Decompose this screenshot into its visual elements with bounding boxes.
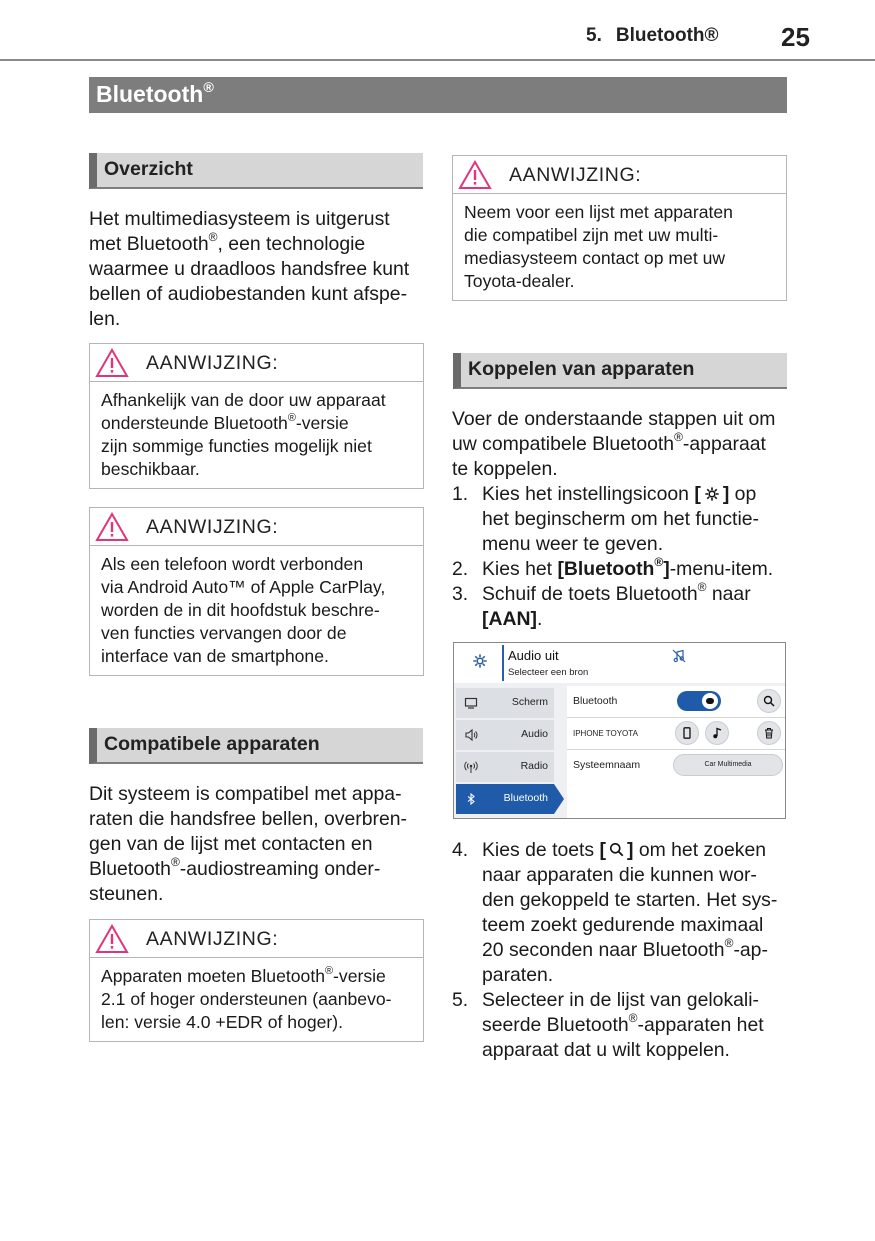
warning-icon bbox=[95, 348, 129, 378]
note-box-4 bbox=[452, 155, 787, 301]
note-label: AANWIJZING: bbox=[509, 164, 642, 186]
system-name-label: Systeemnaam bbox=[573, 759, 641, 771]
bluetooth-toggle[interactable] bbox=[677, 691, 721, 711]
note-box-3 bbox=[89, 919, 424, 1042]
note-label: AANWIJZING: bbox=[146, 352, 279, 374]
step-2: 2. Kies het [Bluetooth®]-menu-item. bbox=[452, 555, 774, 580]
sidebar-item-radio[interactable] bbox=[456, 752, 554, 782]
note-label: AANWIJZING: bbox=[146, 516, 279, 538]
search-icon bbox=[609, 842, 624, 857]
note-text: Neem voor een lijst met apparaten die compatibel zijn met uw multi- mediasysteem contact op met uw Toyota-dealer. bbox=[464, 202, 733, 291]
paired-device-row[interactable] bbox=[567, 718, 785, 748]
step-3: 3. Schuif de toets Bluetooth® naar [AAN]. bbox=[452, 580, 751, 630]
music-note-icon bbox=[711, 727, 723, 739]
section-heading-koppelen: Koppelen van apparaten bbox=[453, 353, 787, 389]
note-box-2 bbox=[89, 507, 424, 676]
settings-sidebar bbox=[456, 688, 554, 816]
bluetooth-toggle-row bbox=[567, 686, 785, 716]
audio-status-subtitle: Selecteer een bron bbox=[508, 667, 589, 678]
settings-gear-icon bbox=[703, 486, 721, 502]
page-number: 25 bbox=[781, 22, 810, 52]
search-icon bbox=[763, 695, 775, 707]
device-name: IPHONE TOYOTA bbox=[573, 729, 638, 738]
note-text: Als een telefoon wordt verbonden via Android Auto™ of Apple CarPlay, worden de in dit hoofdstuk beschre- ven functies vervangen door de interface van de smartphone. bbox=[101, 554, 386, 666]
page-title: Bluetooth® bbox=[89, 77, 787, 113]
note-header bbox=[90, 920, 423, 958]
note-header bbox=[90, 508, 423, 546]
audio-status-title: Audio uit bbox=[508, 648, 559, 663]
phone-profile-button[interactable] bbox=[675, 721, 699, 745]
warning-icon bbox=[95, 512, 129, 542]
warning-icon bbox=[95, 924, 129, 954]
note-box-1 bbox=[89, 343, 424, 489]
section-heading-overzicht: Overzicht bbox=[89, 153, 423, 189]
toggle-knob bbox=[702, 693, 718, 709]
delete-device-button[interactable] bbox=[757, 721, 781, 745]
bluetooth-settings-screenshot bbox=[453, 642, 786, 819]
step-1: 1. Kies het instellingsicoon [ ] op het beginscherm om het functie- menu weer te geven. bbox=[452, 483, 759, 555]
overzicht-paragraph: Het multimediasysteem is uitgerust met Bluetooth®, een technologie waarmee u draadloos handsfree kunt bellen of audiobestanden kunt afspe- len. bbox=[89, 208, 410, 330]
header-divider bbox=[0, 59, 875, 61]
display-icon bbox=[464, 696, 478, 710]
compatibele-paragraph: Dit systeem is compatibel met appa- raten die handsfree bellen, overbren- gen van de lijst met contacten en Bluetooth®-audiostreaming onder- steunen. bbox=[89, 783, 407, 905]
search-button[interactable] bbox=[757, 689, 781, 713]
note-label: AANWIJZING: bbox=[146, 928, 279, 950]
running-header bbox=[586, 25, 719, 47]
radio-antenna-icon bbox=[464, 760, 478, 774]
sidebar-item-audio[interactable] bbox=[456, 720, 554, 750]
note-header bbox=[453, 156, 786, 194]
sidebar-item-label: Radio bbox=[520, 760, 548, 772]
step-5: 5. Selecteer in de lijst van gelokali- seerde Bluetooth®-apparaten het apparaat dat u wilt koppelen. bbox=[452, 989, 764, 1061]
sidebar-item-label: Audio bbox=[521, 728, 548, 740]
music-profile-button[interactable] bbox=[705, 721, 729, 745]
koppelen-content bbox=[452, 407, 792, 632]
topbar-separator bbox=[502, 645, 504, 681]
note-text: Afhankelijk van de door uw apparaat ondersteunde Bluetooth®-versie zijn sommige functies mogelijk niet beschikbaar. bbox=[101, 390, 386, 479]
sidebar-item-bluetooth[interactable] bbox=[456, 784, 554, 814]
speaker-icon bbox=[464, 728, 478, 742]
warning-icon bbox=[458, 160, 492, 190]
settings-gear-icon bbox=[472, 653, 488, 669]
bluetooth-settings-panel bbox=[567, 686, 785, 819]
sidebar-item-label: Bluetooth bbox=[503, 792, 548, 804]
note-header bbox=[90, 344, 423, 382]
koppelen-steps-continued bbox=[452, 838, 792, 1063]
steps-list-b bbox=[452, 838, 792, 1063]
sidebar-item-scherm[interactable] bbox=[456, 688, 554, 718]
chapter-title: Bluetooth® bbox=[615, 25, 719, 46]
bluetooth-icon bbox=[464, 792, 478, 806]
system-name-field[interactable]: Car Multimedia bbox=[673, 754, 783, 776]
bluetooth-row-label: Bluetooth bbox=[573, 695, 618, 707]
music-muted-icon bbox=[672, 649, 686, 663]
screen-topbar bbox=[454, 643, 785, 683]
trash-icon bbox=[763, 727, 775, 739]
phone-icon bbox=[681, 727, 693, 739]
chapter-number: 5. bbox=[586, 25, 602, 46]
system-name-row bbox=[567, 750, 785, 780]
note-text: Apparaten moeten Bluetooth®-versie 2.1 of hoger ondersteunen (aanbevo- len: versie 4.0 +EDR of hoger). bbox=[101, 965, 392, 1032]
section-heading-compatibele: Compatibele apparaten bbox=[89, 728, 423, 764]
koppelen-intro: Voer de onderstaande stappen uit om uw compatibele Bluetooth®-apparaat te koppelen. bbox=[452, 408, 776, 480]
steps-list-a bbox=[452, 482, 792, 632]
step-4: 4. Kies de toets [ ] om het zoeken naar apparaten die kunnen wor- den gekoppeld te starten. Het sys- teem zoekt gedurende maximaal 20 seconden naar Bluetooth®-ap- paraten. bbox=[452, 839, 778, 986]
sidebar-item-label: Scherm bbox=[511, 696, 548, 708]
